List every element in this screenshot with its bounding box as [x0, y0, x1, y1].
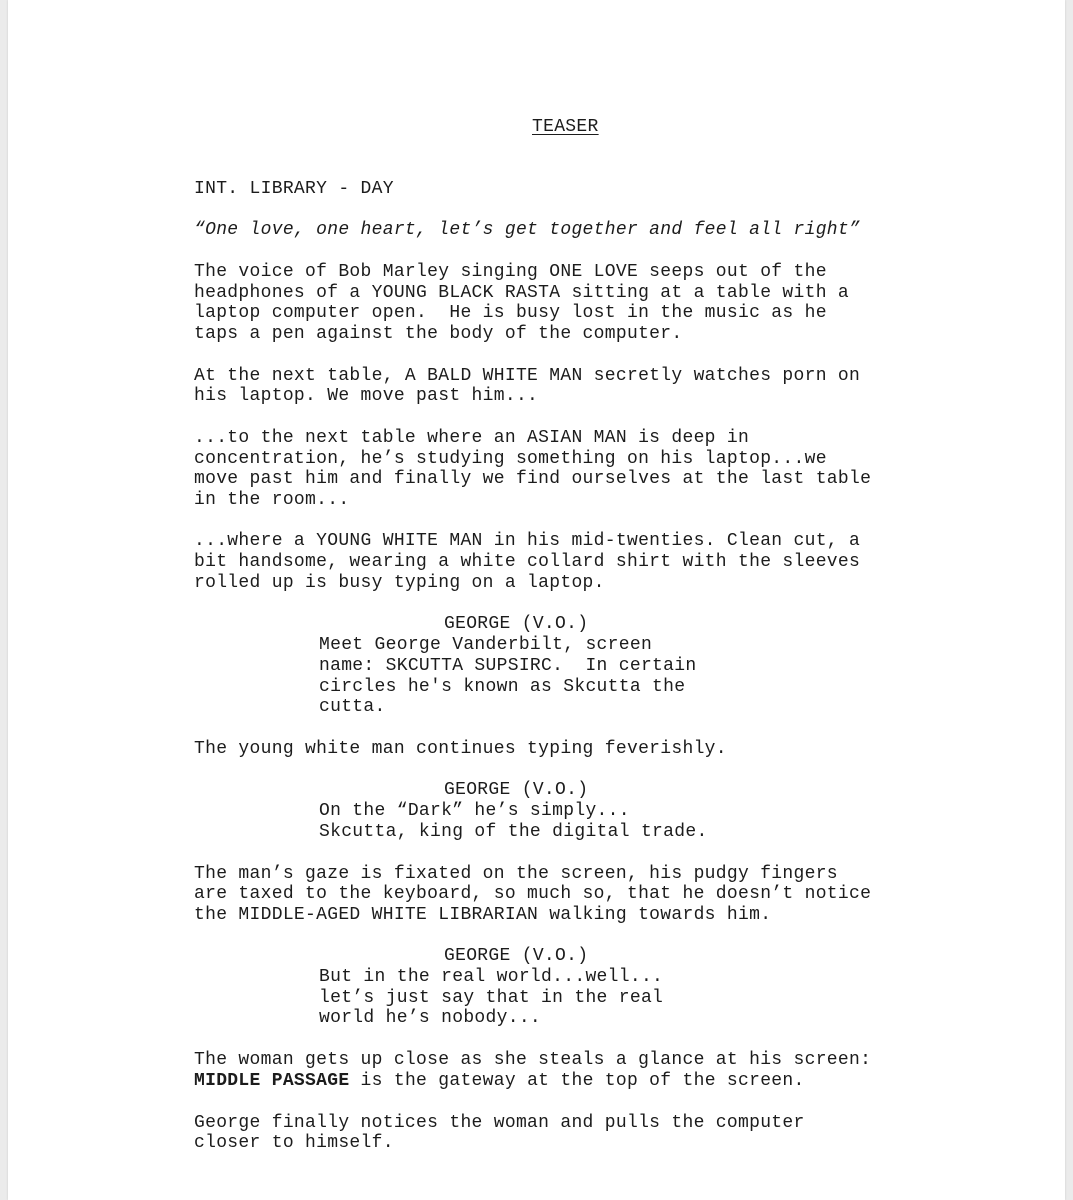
character-name: GEORGE (V.O.) [444, 946, 589, 966]
character-name: GEORGE (V.O.) [444, 614, 589, 634]
dialogue-line: world he’s nobody... [319, 1008, 542, 1028]
script-page [8, 0, 1065, 1200]
character-name: GEORGE (V.O.) [444, 780, 589, 800]
action-line: George finally notices the woman and pulls the computer [194, 1113, 805, 1133]
action-line-rest: is the gateway at the top of the screen. [349, 1071, 805, 1091]
dialogue-line: cutta. [319, 697, 386, 717]
action-line-with-bold [194, 1071, 805, 1092]
scene-heading: INT. LIBRARY - DAY [194, 179, 394, 199]
teaser-title: TEASER [532, 117, 599, 137]
action-line: concentration, he’s studying something on his laptop...we [194, 449, 827, 469]
action-line: are taxed to the keyboard, so much so, that he doesn’t notice [194, 884, 872, 904]
action-line: closer to himself. [194, 1133, 394, 1153]
bold-gateway-name: MIDDLE PASSAGE [194, 1071, 350, 1091]
action-line: The young white man continues typing feverishly. [194, 739, 727, 759]
song-lyric: “One love, one heart, let’s get together and feel all right” [194, 220, 861, 240]
action-line: The man’s gaze is fixated on the screen, his pudgy fingers [194, 864, 838, 884]
dialogue-line: On the “Dark” he’s simply... [319, 801, 630, 821]
action-line: The voice of Bob Marley singing ONE LOVE seeps out of the [194, 262, 827, 282]
action-line: ...to the next table where an ASIAN MAN is deep in [194, 428, 750, 448]
action-line: ...where a YOUNG WHITE MAN in his mid-twenties. Clean cut, a [194, 531, 861, 551]
action-line: his laptop. We move past him... [194, 386, 539, 406]
dialogue-line: Meet George Vanderbilt, screen [319, 635, 653, 655]
action-line: taps a pen against the body of the computer. [194, 324, 683, 344]
action-line: bit handsome, wearing a white collard shirt with the sleeves [194, 552, 861, 572]
page-content [8, 0, 1065, 1200]
dialogue-line: let’s just say that in the real [319, 988, 664, 1008]
dialogue-line: circles he's known as Skcutta the [319, 677, 686, 697]
action-line: move past him and finally we find ourselves at the last table [194, 469, 872, 489]
action-line: headphones of a YOUNG BLACK RASTA sitting at a table with a [194, 283, 850, 303]
dialogue-line: But in the real world...well... [319, 967, 664, 987]
dialogue-line: Skcutta, king of the digital trade. [319, 822, 708, 842]
action-line: At the next table, A BALD WHITE MAN secretly watches porn on [194, 366, 861, 386]
action-line: rolled up is busy typing on a laptop. [194, 573, 605, 593]
action-line: laptop computer open. He is busy lost in the music as he [194, 303, 827, 323]
action-line: in the room... [194, 490, 350, 510]
action-line: the MIDDLE-AGED WHITE LIBRARIAN walking towards him. [194, 905, 772, 925]
action-line: The woman gets up close as she steals a glance at his screen: [194, 1050, 872, 1070]
dialogue-line: name: SKCUTTA SUPSIRC. In certain [319, 656, 697, 676]
